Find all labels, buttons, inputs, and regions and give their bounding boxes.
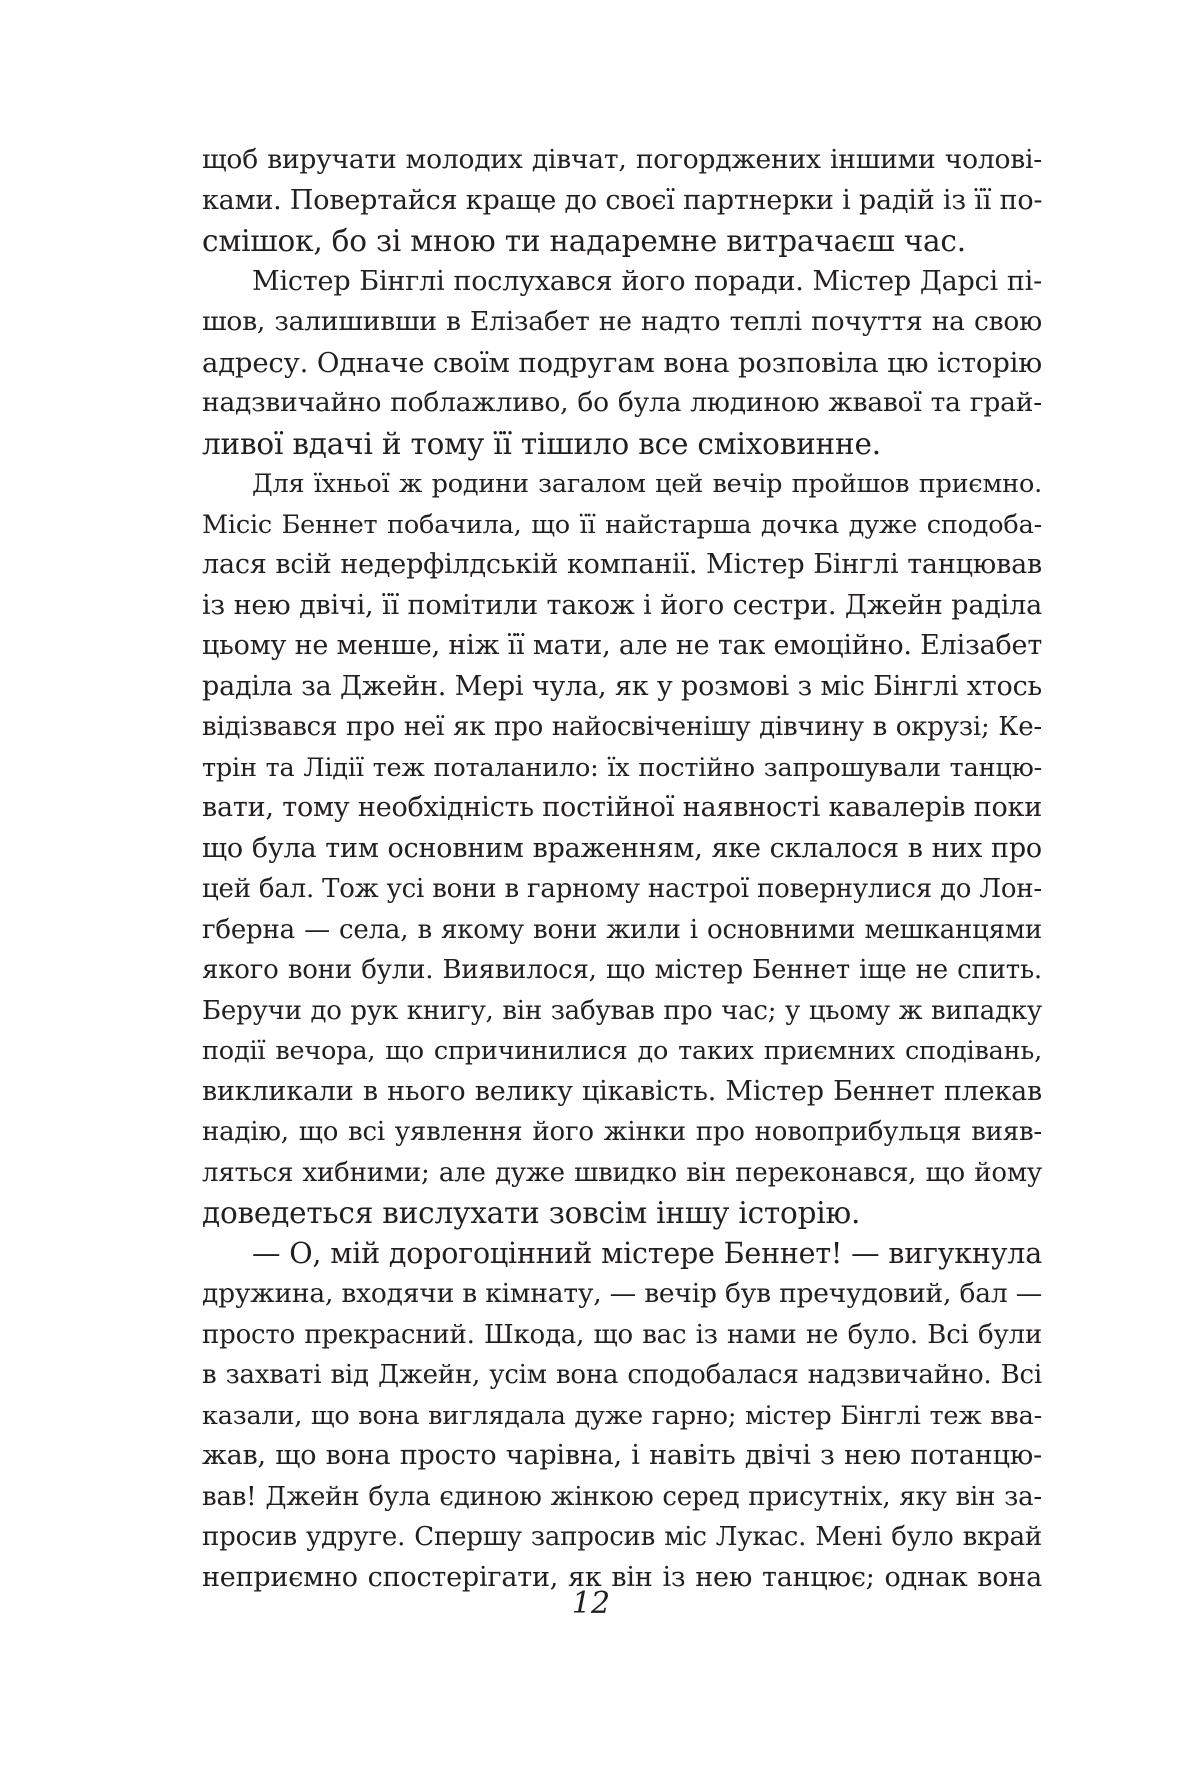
text-line: відізвався про неї як про найосвіченішу дівчину в окрузі; Ке-	[202, 712, 1042, 742]
text-line: раділа за Джейн. Мері чула, як у розмові з міс Бінглі хтось	[202, 670, 1042, 702]
text-line: Для їхньої ж родини загалом цей вечір пройшов приємно.	[252, 469, 1042, 499]
text-line: викликали в нього велику цікавість. Містер Беннет плекав	[202, 1075, 1042, 1107]
text-line: що була тим основним враженням, яке склалося в них про	[202, 832, 1042, 864]
text-line: Містер Бінглі послухався його поради. Містер Дарсі пі-	[252, 265, 1042, 297]
text-line: події вечора, що спричинилися до таких приємних сподівань,	[202, 1036, 1042, 1066]
text-line: надзвичайно поблажливо, бо була людиною жвавої та грай-	[202, 387, 1042, 418]
text-line: якого вони були. Виявилося, що містер Беннет іще не спить.	[202, 955, 1042, 985]
page-number: 12	[571, 1586, 611, 1621]
text-line: неприємно спостерігати, як він із нею танцює; однак вона	[202, 1561, 1042, 1593]
text-line: лася всій недерфілдській компанії. Містер Бінглі танцював	[202, 549, 1042, 580]
text-line: цей бал. Тож усі вони в гарному настрої повернулися до Лон-	[202, 874, 1042, 904]
text-line: щоб виручати молодих дівчат, погорджених іншими чолові-	[202, 144, 1042, 175]
text-line: цьому не менше, ніж її мати, але не так емоційно. Елізабет	[202, 630, 1042, 661]
text-line: вати, тому необхідність постійної наявності кавалерів поки	[202, 792, 1042, 823]
text-line: Місіс Беннет побачила, що її найстарша дочка дуже сподоба-	[202, 509, 1042, 540]
text-line: із нею двічі, її помітили також і його сестри. Джейн раділа	[202, 589, 1042, 621]
text-line: вав! Джейн була єдиною жінкою серед присутніх, яку він за-	[202, 1481, 1042, 1512]
text-line: ливої вдачі й тому її тішило все сміховинне.	[202, 426, 881, 461]
text-line: шов, залишивши в Елізабет не надто теплі почуття на свою	[202, 306, 1042, 337]
text-line: дружина, входячи в кімнату, — вечір був пречудовий, бал —	[202, 1278, 1042, 1309]
text-line: трін та Лідії теж поталанило: їх постійно запрошували танцю-	[202, 752, 1042, 783]
text-line: адресу. Одначе своїм подругам вона розповіла цю історію	[202, 346, 1042, 379]
text-line: доведеться вислухати зовсім іншу історію.	[202, 1196, 861, 1230]
text-line: в захваті від Джейн, усім вона сподобалася надзвичайно. Всі	[202, 1360, 1042, 1390]
text-line: ляться хибними; але дуже швидко він переконався, що йому	[202, 1157, 1042, 1188]
text-line: — О, мій дорогоцінний містере Беннет! — вигукнула	[252, 1236, 1042, 1270]
text-line: надію, що всі уявлення його жінки про новоприбульця вияв-	[202, 1117, 1042, 1147]
text-line: просто прекрасний. Шкода, що вас із нами не було. Всі були	[202, 1319, 1042, 1350]
text-line: казали, що вона виглядала дуже гарно; містер Бінглі теж вва-	[202, 1400, 1042, 1431]
text-line: просив удруге. Спершу запросив міс Лукас. Мені було вкрай	[202, 1522, 1042, 1552]
page-text	[202, 140, 1042, 1598]
text-line: ками. Повертайся краще до своєї партнерки і радій із її по-	[202, 184, 1042, 216]
text-line: Беручи до рук книгу, він забував про час; у цьому ж випадку	[202, 995, 1042, 1026]
text-line: смішок, бо зі мною ти надаремне витрачаєш час.	[202, 224, 966, 258]
text-line: жав, що вона просто чарівна, і навіть двічі з нею потанцю-	[202, 1440, 1042, 1471]
text-line: гберна — села, в якому вони жили і основними мешканцями	[202, 914, 1042, 945]
